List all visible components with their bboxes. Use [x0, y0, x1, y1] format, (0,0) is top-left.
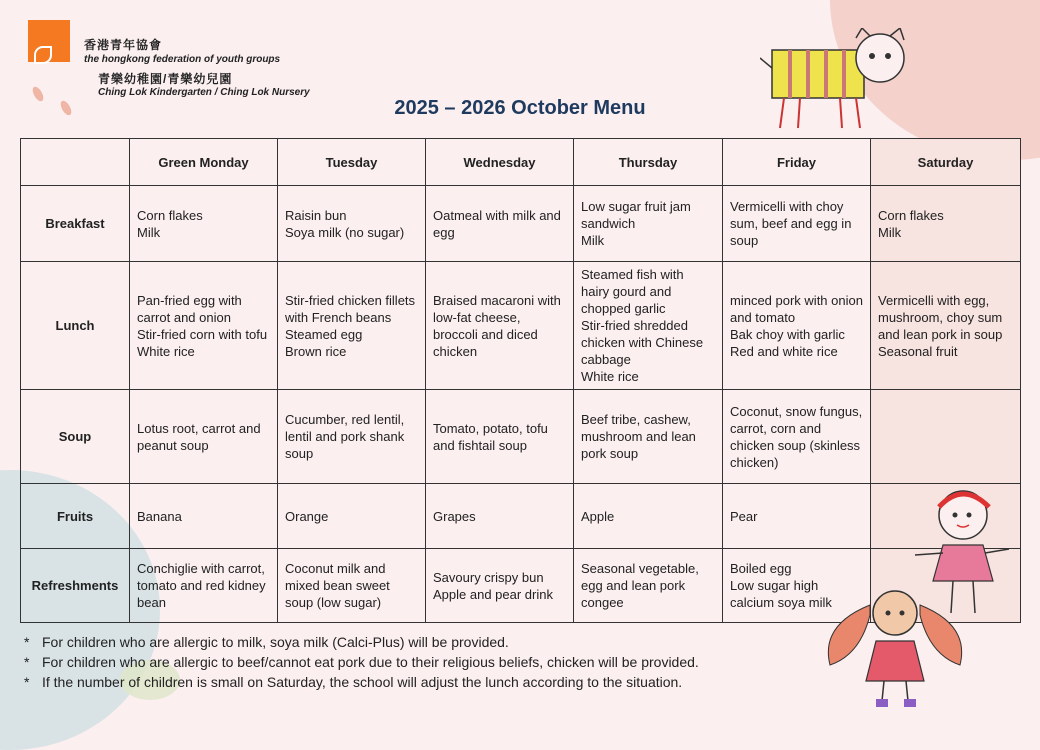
- menu-item: Stir-fried chicken fillets with French beans: [285, 292, 416, 325]
- notes-section: [24, 632, 699, 692]
- page-title: 2025 – 2026 October Menu: [394, 97, 646, 119]
- menu-cell-friday: [723, 186, 871, 262]
- menu-cell-monday: [130, 549, 278, 623]
- menu-item: Oatmeal with milk and egg: [433, 207, 561, 240]
- menu-item: Cucumber, red lentil, lentil and pork shank soup: [285, 412, 405, 461]
- menu-item: Milk: [581, 233, 605, 248]
- menu-item: Savoury crispy bun: [433, 569, 544, 585]
- menu-cell-monday: [130, 186, 278, 262]
- column-header-thursday: Thursday: [574, 139, 723, 186]
- menu-cell-thursday: [574, 549, 723, 623]
- note-item: * For children who are allergic to beef/cannot eat pork due to their religious beliefs, chicken will be provided.: [24, 654, 699, 670]
- menu-cell-saturday: [871, 262, 1021, 390]
- asterisk-icon: *: [24, 674, 30, 690]
- menu-cell-thursday: [574, 186, 723, 262]
- header-row: [21, 139, 1021, 186]
- menu-cell-monday: [130, 484, 278, 549]
- menu-item: Stir-fried corn with tofu: [137, 326, 268, 342]
- menu-item: Coconut, snow fungus, carrot, corn and chicken soup (skinless chicken): [730, 403, 863, 470]
- school-name-cn: 青樂幼稚園/青樂幼兒園: [98, 72, 233, 86]
- menu-item: Boiled egg: [730, 561, 792, 576]
- menu-item: Corn flakes: [137, 207, 203, 223]
- menu-item: Low sugar high calcium soya milk: [730, 578, 832, 610]
- menu-row-breakfast: [21, 186, 1021, 262]
- menu-cell-thursday: [574, 484, 723, 549]
- hkfyg-logo-icon: [28, 20, 70, 62]
- menu-item: Corn flakes: [878, 207, 944, 223]
- menu-cell-tuesday: [278, 549, 426, 623]
- menu-item: Seasonal fruit: [878, 343, 958, 359]
- menu-item: Steamed egg: [285, 326, 363, 342]
- menu-item: Seasonal vegetable, egg and lean pork congee: [581, 561, 699, 610]
- menu-item: Pan-fried egg with carrot and onion: [137, 292, 242, 325]
- menu-row-soup: [21, 390, 1021, 484]
- menu-item: Milk: [137, 224, 161, 240]
- menu-cell-friday: [723, 484, 871, 549]
- note-item: * For children who are allergic to milk, soya milk (Calci-Plus) will be provided.: [24, 634, 509, 650]
- row-header: Refreshments: [21, 549, 130, 623]
- column-header-friday: Friday: [723, 139, 871, 186]
- menu-item: Tomato, potato, tofu and fishtail soup: [433, 420, 548, 453]
- menu-item: Vermicelli with choy sum, beef and egg in soup: [730, 199, 852, 248]
- menu-item: Pear: [730, 508, 758, 524]
- menu-row-lunch: [21, 262, 1021, 390]
- menu-cell-saturday: [871, 186, 1021, 262]
- menu-item: Grapes: [433, 508, 476, 524]
- menu-item: Beef tribe, cashew, mushroom and lean pork soup: [581, 412, 696, 461]
- menu-item: Conchiglie with carrot, tomato and red kidney bean: [137, 561, 266, 610]
- row-header: Breakfast: [21, 186, 130, 262]
- menu-cell-tuesday: [278, 484, 426, 549]
- menu-item: Brown rice: [285, 343, 347, 359]
- column-header-saturday: Saturday: [871, 139, 1021, 186]
- menu-item: Vermicelli with egg, mushroom, choy sum and lean pork in soup: [878, 292, 1003, 342]
- note-item: * If the number of children is small on Saturday, the school will adjust the lunch according to the situation.: [24, 674, 683, 690]
- row-header: Fruits: [21, 484, 130, 549]
- menu-item: Red and white rice: [730, 343, 838, 359]
- menu-cell-thursday: [574, 262, 723, 390]
- menu-item: minced pork with onion and tomato: [730, 292, 863, 325]
- menu-item: Steamed fish with hairy gourd and chopped garlic: [581, 267, 684, 316]
- girl-with-pigtails-drawing-icon: [820, 585, 970, 715]
- menu-item: Banana: [137, 508, 182, 524]
- menu-cell-wednesday: [426, 262, 574, 390]
- org-name-en: the hongkong federation of youth groups: [84, 54, 281, 65]
- menu-item: White rice: [137, 343, 195, 359]
- menu-cell-monday: [130, 390, 278, 484]
- menu-cell-tuesday: [278, 186, 426, 262]
- row-header: Soup: [21, 390, 130, 484]
- menu-item: Stir-fried shredded chicken with Chinese cabbage: [581, 318, 704, 367]
- asterisk-icon: *: [24, 634, 30, 650]
- menu-cell-monday: [130, 262, 278, 390]
- menu-item: Apple: [581, 508, 615, 524]
- menu-item: Raisin bun: [285, 207, 347, 223]
- menu-item: Soya milk (no sugar): [285, 224, 405, 240]
- menu-item: Bak choy with garlic: [730, 326, 845, 342]
- column-header-tuesday: Tuesday: [278, 139, 426, 186]
- menu-cell-wednesday: [426, 484, 574, 549]
- menu-item: Milk: [878, 224, 902, 240]
- menu-item: Orange: [285, 508, 329, 524]
- asterisk-icon: *: [24, 654, 30, 670]
- menu-item: Braised macaroni with low-fat cheese, broccoli and diced chicken: [433, 292, 561, 359]
- menu-cell-thursday: [574, 390, 723, 484]
- school-name-en: Ching Lok Kindergarten / Ching Lok Nursery: [98, 87, 310, 98]
- column-header-wednesday: Wednesday: [426, 139, 574, 186]
- menu-cell-wednesday: [426, 390, 574, 484]
- menu-item: Apple and pear drink: [433, 586, 553, 602]
- menu-cell-friday: [723, 262, 871, 390]
- decorative-dots: [30, 70, 100, 120]
- column-header-blank: [21, 139, 130, 186]
- menu-item: Low sugar fruit jam sandwich: [581, 199, 691, 231]
- column-header-monday: Green Monday: [130, 139, 278, 186]
- menu-item: White rice: [581, 369, 639, 384]
- row-header: Lunch: [21, 262, 130, 390]
- menu-item: Coconut milk and mixed bean sweet soup (low sugar): [285, 561, 390, 610]
- menu-cell-tuesday: [278, 262, 426, 390]
- org-name-cn: 香港青年協會: [84, 38, 163, 52]
- menu-cell-tuesday: [278, 390, 426, 484]
- menu-cell-wednesday: [426, 186, 574, 262]
- menu-cell-wednesday: [426, 549, 574, 623]
- menu-table: [20, 138, 1021, 623]
- menu-cell-friday: [723, 390, 871, 484]
- menu-cell-saturday: [871, 390, 1021, 484]
- menu-item: Lotus root, carrot and peanut soup: [137, 420, 261, 453]
- menu-row-fruits: [21, 484, 1021, 549]
